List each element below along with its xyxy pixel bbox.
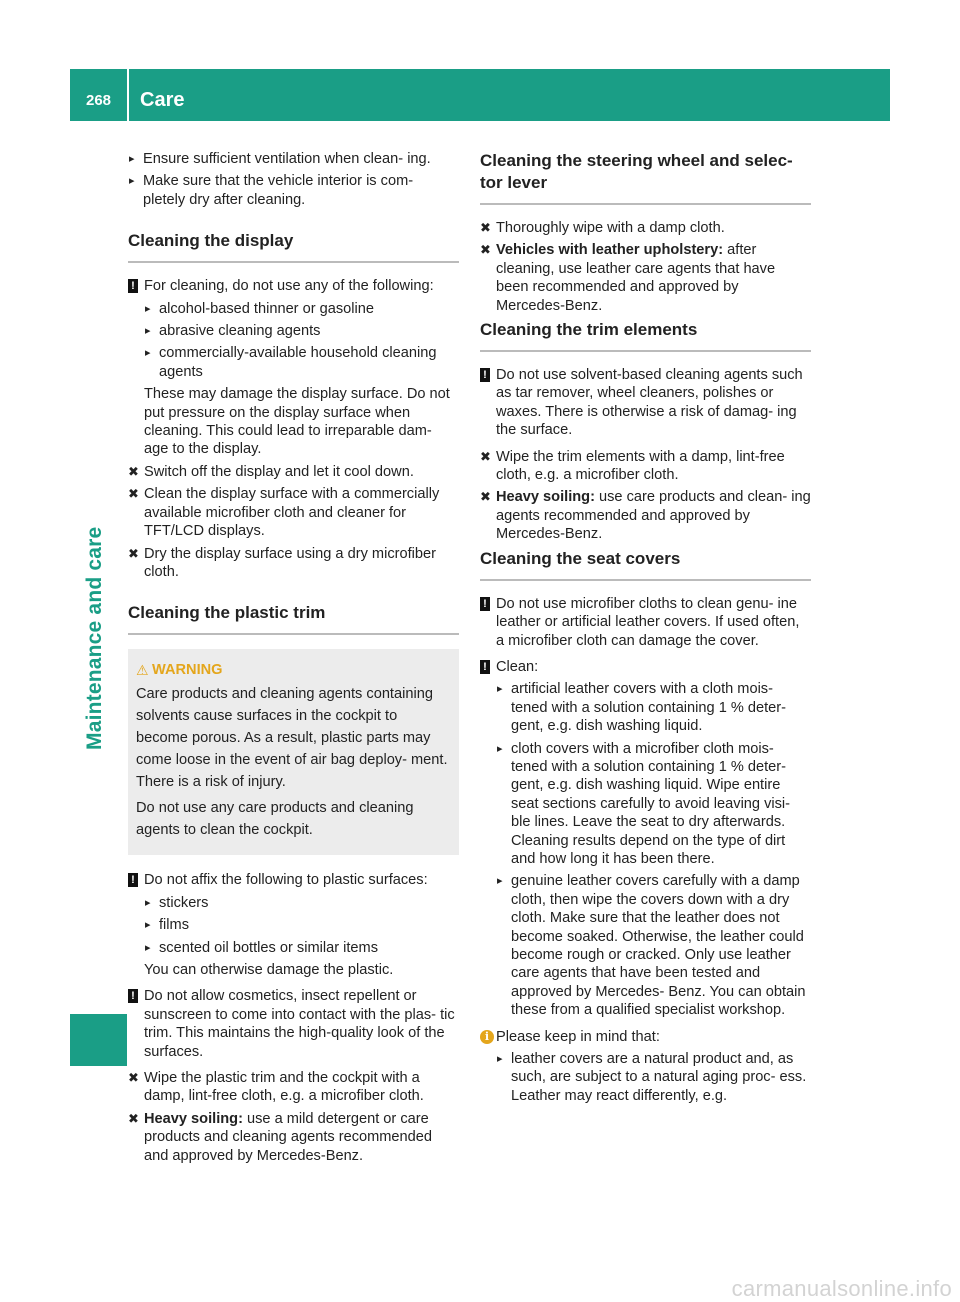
paragraph: These may damage the display surface. Do not put pressure on the display surface when cleaning. This could lead to irreparable dam- age to the display. — [144, 386, 450, 458]
list-item: ▸ scented oil bottles or similar items — [144, 939, 459, 957]
exclamation-icon: ! — [480, 368, 490, 382]
arrow-icon: ✖ — [128, 545, 139, 561]
heading-cleaning-steering: Cleaning the steering wheel and selec- tor lever — [480, 150, 811, 205]
step: ✖ Heavy soiling: use care products and clean- ing agents recommended and approved by Mercedes-Benz. — [480, 489, 811, 543]
list-item: ▸ commercially-available household cleaning agents — [144, 344, 459, 381]
list-item: ▸ abrasive cleaning agents — [144, 322, 459, 340]
notice: ! Do not affix the following to plastic surfaces: — [128, 871, 459, 889]
info-note: i Please keep in mind that: — [480, 1028, 811, 1046]
step: ✖ Thoroughly wipe with a damp cloth. — [480, 220, 725, 236]
exclamation-icon: ! — [128, 873, 138, 887]
step: ✖ Wipe the trim elements with a damp, lint-free cloth, e.g. a microfiber cloth. — [480, 448, 785, 484]
step: ✖ Vehicles with leather upholstery: after cleaning, use leather care agents that have been recommended and approved by Mercedes-Benz. — [480, 242, 776, 314]
list-item: ▸ alcohol-based thinner or gasoline — [144, 300, 459, 318]
exclamation-icon: ! — [480, 660, 490, 674]
paragraph: You can otherwise damage the plastic. — [144, 961, 394, 978]
chapter-tab: Maintenance and care — [83, 526, 106, 750]
list-item: ▸ cloth covers with a microfiber cloth mois- tened with a solution containing 1 % deter- gent, e.g. dish washing liquid. Wipe entire seat sections carefully to avoid leaving visi- ble lines. Leave the seat to dry afterwards. Cleaning results depend on the type of dirt and how long it has been there. — [496, 740, 811, 869]
list-item: ▸ Ensure sufficient ventilation when clean- ing. — [128, 150, 459, 168]
exclamation-icon: ! — [128, 989, 138, 1003]
arrow-icon: ✖ — [480, 220, 491, 235]
list-item: ▸ films — [144, 916, 459, 934]
notice: ! For cleaning, do not use any of the following: — [128, 277, 459, 295]
step: ✖ Switch off the display and let it cool down. — [128, 463, 414, 480]
exclamation-icon: ! — [128, 279, 138, 293]
notice: ! Do not use microfiber cloths to clean genu- ine leather or artificial leather covers. If used often, a microfiber cloth can damage the cover. — [480, 595, 811, 650]
header-bar — [70, 69, 890, 121]
page-number: 268 — [85, 92, 112, 109]
arrow-icon: ✖ — [480, 448, 491, 464]
arrow-icon: ✖ — [128, 486, 139, 502]
warning-text: Do not use any care products and cleaning agents to clean the cockpit. — [136, 800, 414, 839]
arrow-icon: ✖ — [128, 1069, 139, 1085]
list-item: ▸ leather covers are a natural product and, as such, are subject to a natural aging proc- ess. Leather may react differently, e.g. — [496, 1050, 811, 1105]
warning-heading: ⚠ WARNING — [136, 659, 451, 681]
step: ✖ Clean the display surface with a commercially available microfiber cloth and cleaner for TFT/LCD displays. — [128, 486, 440, 540]
section-title: Care — [140, 89, 185, 111]
header-divider — [127, 69, 129, 121]
heading-cleaning-trim: Cleaning the trim elements — [480, 319, 811, 352]
list-item: ▸ genuine leather covers carefully with a damp cloth, then wipe the covers down with a dry cloth. Make sure that the leather does not become soaked. Otherwise, the leather could become rough or cracked. Only use leather care agents that have been tested and approved by Mercedes- Benz. You can obtain these from a qualified specialist workshop. — [496, 872, 811, 1019]
arrow-icon: ✖ — [128, 1110, 139, 1126]
heading-cleaning-seat: Cleaning the seat covers — [480, 548, 811, 581]
list-item: ▸ Make sure that the vehicle interior is com- pletely dry after cleaning. — [128, 172, 459, 209]
info-icon: i — [480, 1030, 494, 1044]
list-item: ▸ artificial leather covers with a cloth mois- tened with a solution containing 1 % deter- gent, e.g. dish washing liquid. — [496, 680, 811, 735]
arrow-icon: ✖ — [480, 242, 491, 258]
warning-icon: ⚠ — [136, 662, 149, 679]
arrow-icon: ✖ — [128, 463, 139, 479]
arrow-icon: ✖ — [480, 489, 491, 505]
warning-box — [128, 649, 459, 855]
step: ✖ Heavy soiling: use a mild detergent or care products and cleaning agents recommended and approved by Mercedes-Benz. — [128, 1110, 433, 1164]
left-column — [128, 150, 459, 1169]
heading-cleaning-display: Cleaning the display — [128, 230, 459, 263]
notice: ! Do not allow cosmetics, insect repellent or sunscreen to come into contact with the plas- tic trim. This maintains the high-quality look of the surfaces. — [128, 987, 459, 1061]
right-column — [480, 150, 811, 1109]
step: ✖ Wipe the plastic trim and the cockpit with a damp, lint-free cloth, e.g. a microfiber cloth. — [128, 1069, 424, 1105]
step: ✖ Dry the display surface using a dry microfiber cloth. — [128, 545, 436, 580]
warning-text: Care products and cleaning agents containing solvents cause surfaces in the cockpit to become porous. As a result, plastic parts may come loose in the event of air bag deploy- ment. There is a risk of injury. — [136, 686, 448, 791]
chapter-marker — [70, 1014, 127, 1066]
notice: ! Clean: — [480, 658, 811, 676]
exclamation-icon: ! — [480, 597, 490, 611]
notice: ! Do not use solvent-based cleaning agents such as tar remover, wheel cleaners, polishes or waxes. There is otherwise a risk of damag- ing the surface. — [480, 366, 811, 440]
heading-cleaning-plastic: Cleaning the plastic trim — [128, 602, 459, 635]
list-item: ▸ stickers — [144, 894, 459, 912]
watermark: carmanualsonline.info — [731, 1275, 952, 1301]
